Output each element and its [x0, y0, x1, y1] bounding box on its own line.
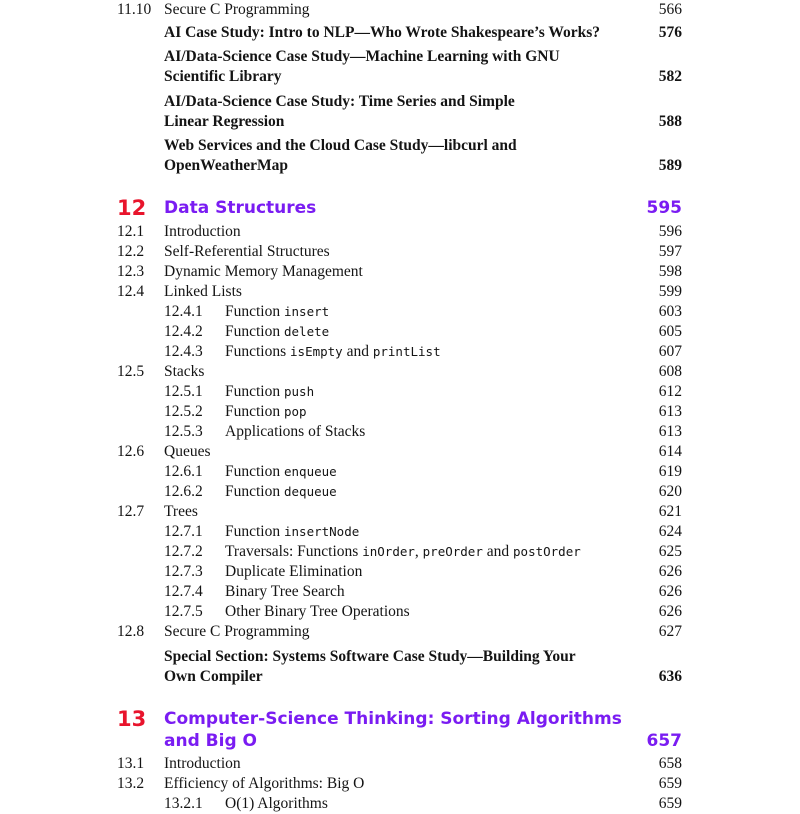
section-number: 12.6 [117, 443, 145, 460]
section-title: Dynamic Memory Management [164, 263, 363, 280]
subsection-number: 12.7.2 [164, 543, 203, 560]
subsection-title: Function insert [225, 303, 330, 320]
page-number: 605 [658, 323, 682, 340]
toc-entry-12-6-2 [0, 482, 800, 502]
subsection-title: Function insertNode [225, 523, 360, 540]
section-title: Linked Lists [164, 283, 242, 300]
toc-entry-12-5-2 [0, 402, 800, 422]
code-term: insertNode [284, 524, 360, 539]
page-number: 636 [658, 668, 682, 685]
subsection-title: Function pop [225, 403, 307, 420]
feature-title-line2: Linear Regression [164, 113, 285, 130]
toc-entry-11-10 [0, 0, 800, 20]
page-number: 603 [658, 303, 682, 320]
feature-entry-nlp [0, 23, 800, 43]
page-number: 598 [658, 263, 682, 280]
section-title: Introduction [164, 223, 241, 240]
toc-entry-12-1 [0, 222, 800, 242]
page-number: 621 [658, 503, 682, 520]
page-number: 582 [658, 68, 682, 85]
chapter-title-line2: and Big O [164, 731, 257, 751]
subsection-number: 12.7.1 [164, 523, 203, 540]
page-number: 627 [658, 623, 682, 640]
toc-entry-12-5-1 [0, 382, 800, 402]
page-number: 613 [658, 403, 682, 420]
subsection-title: Function push [225, 383, 315, 400]
section-title: Stacks [164, 363, 205, 380]
feature-title-line1: AI/Data-Science Case Study: Time Series and Simple [164, 93, 515, 110]
subsection-number: 12.4.1 [164, 303, 203, 320]
page-number: 599 [658, 283, 682, 300]
feature-entry-time-series [0, 92, 800, 112]
subsection-number: 12.6.1 [164, 463, 203, 480]
toc-entry-12-4-2 [0, 322, 800, 342]
code-term: inOrder [362, 544, 415, 559]
section-number: 13.2 [117, 775, 145, 792]
feature-entry-compiler [0, 647, 800, 667]
code-term: pop [284, 404, 307, 419]
section-number: 11.10 [117, 1, 152, 18]
toc-entry-13-1 [0, 754, 800, 774]
code-term: printList [372, 344, 441, 359]
page-number: 613 [658, 423, 682, 440]
toc-entry-13-2-1 [0, 794, 800, 814]
toc-entry-13-2 [0, 774, 800, 794]
section-title: Self-Referential Structures [164, 243, 330, 260]
code-term: push [284, 384, 315, 399]
section-title: Trees [164, 503, 198, 520]
page-number: 612 [658, 383, 682, 400]
code-term: postOrder [513, 544, 581, 559]
toc-entry-12-5 [0, 362, 800, 382]
toc-entry-12-4-3 [0, 342, 800, 362]
chapter-title: Data Structures [164, 198, 317, 218]
subsection-title: Duplicate Elimination [225, 563, 363, 580]
section-title: Efficiency of Algorithms: Big O [164, 775, 365, 792]
subsection-number: 12.5.1 [164, 383, 203, 400]
feature-title-line1: Web Services and the Cloud Case Study—libcurl and [164, 137, 517, 154]
section-number: 12.3 [117, 263, 145, 280]
page-number: 596 [658, 223, 682, 240]
page-number: 620 [658, 483, 682, 500]
subsection-title: Other Binary Tree Operations [225, 603, 410, 620]
toc-entry-12-7-5 [0, 602, 800, 622]
code-term: preOrder [422, 544, 483, 559]
subsection-number: 12.5.3 [164, 423, 203, 440]
chapter-heading-13-cont [0, 728, 800, 754]
chapter-heading-12 [0, 195, 800, 221]
code-term: isEmpty [290, 344, 343, 359]
subsection-number: 12.7.5 [164, 603, 203, 620]
toc-entry-12-6-1 [0, 462, 800, 482]
page-number: 619 [658, 463, 682, 480]
feature-entry-time-series-cont [0, 112, 800, 132]
subsection-title: Function dequeue [225, 483, 337, 500]
feature-entry-web-services [0, 136, 800, 156]
section-number: 12.4 [117, 283, 145, 300]
page-number: 626 [658, 563, 682, 580]
subsection-title: Applications of Stacks [225, 423, 366, 440]
page-number: 659 [658, 795, 682, 812]
feature-title-line2: OpenWeatherMap [164, 157, 288, 174]
page-number: 589 [658, 157, 682, 174]
code-term: dequeue [284, 484, 337, 499]
subsection-number: 12.7.3 [164, 563, 203, 580]
page-number: 626 [658, 603, 682, 620]
page-number: 608 [658, 363, 682, 380]
subsection-title: Function delete [225, 323, 330, 340]
section-number: 13.1 [117, 755, 145, 772]
page-number: 659 [658, 775, 682, 792]
subsection-title: Function enqueue [225, 463, 337, 480]
code-term: insert [284, 304, 330, 319]
page-number: 588 [658, 113, 682, 130]
toc-entry-12-4 [0, 282, 800, 302]
page-number: 625 [658, 543, 682, 560]
toc-entry-12-7-3 [0, 562, 800, 582]
section-number: 12.7 [117, 503, 145, 520]
section-number: 12.2 [117, 243, 145, 260]
page-number: 658 [658, 755, 682, 772]
subsection-title: O(1) Algorithms [225, 795, 328, 812]
subsection-number: 12.6.2 [164, 483, 203, 500]
subsection-number: 12.7.4 [164, 583, 203, 600]
subsection-title: Binary Tree Search [225, 583, 345, 600]
toc-entry-12-7-1 [0, 522, 800, 542]
chapter-number: 13 [117, 707, 147, 731]
subsection-number: 13.2.1 [164, 795, 203, 812]
feature-entry-web-services-cont [0, 156, 800, 176]
toc-entry-12-2 [0, 242, 800, 262]
section-title: Secure C Programming [164, 623, 310, 640]
subsection-title: Functions isEmpty and printList [225, 343, 441, 360]
page-number: 614 [658, 443, 682, 460]
feature-title-line2: Own Compiler [164, 668, 263, 685]
section-title: Secure C Programming [164, 1, 310, 18]
toc-entry-12-3 [0, 262, 800, 282]
feature-title-line1: AI/Data-Science Case Study—Machine Learning with GNU [164, 48, 560, 65]
chapter-page-number: 657 [646, 731, 682, 751]
page-number: 607 [658, 343, 682, 360]
chapter-page-number: 595 [646, 198, 682, 218]
section-title: Queues [164, 443, 211, 460]
toc-entry-12-8 [0, 622, 800, 642]
section-title: Introduction [164, 755, 241, 772]
code-term: delete [284, 324, 330, 339]
subsection-number: 12.4.3 [164, 343, 203, 360]
feature-entry-gsl-cont [0, 67, 800, 87]
chapter-title-line1: Computer-Science Thinking: Sorting Algorithms [164, 709, 622, 729]
feature-entry-gsl [0, 47, 800, 67]
subsection-title: Traversals: Functions inOrder, preOrder and postOrder [225, 543, 581, 560]
toc-entry-12-4-1 [0, 302, 800, 322]
feature-title-line1: Special Section: Systems Software Case Study—Building Your [164, 648, 576, 665]
section-number: 12.5 [117, 363, 145, 380]
chapter-number: 12 [117, 196, 147, 220]
section-number: 12.8 [117, 623, 145, 640]
code-term: enqueue [284, 464, 337, 479]
section-number: 12.1 [117, 223, 145, 240]
toc-entry-12-7 [0, 502, 800, 522]
page-number: 626 [658, 583, 682, 600]
toc-entry-12-7-4 [0, 582, 800, 602]
feature-entry-compiler-cont [0, 667, 800, 687]
page-number: 597 [658, 243, 682, 260]
toc-entry-12-7-2 [0, 542, 800, 562]
page-number: 566 [658, 1, 682, 18]
toc-entry-12-6 [0, 442, 800, 462]
page-number: 576 [658, 24, 682, 41]
subsection-number: 12.5.2 [164, 403, 203, 420]
toc-entry-12-5-3 [0, 422, 800, 442]
page-number: 624 [658, 523, 682, 540]
feature-title: AI Case Study: Intro to NLP—Who Wrote Shakespeare’s Works? [164, 24, 601, 41]
subsection-number: 12.4.2 [164, 323, 203, 340]
feature-title-line2: Scientific Library [164, 68, 282, 85]
